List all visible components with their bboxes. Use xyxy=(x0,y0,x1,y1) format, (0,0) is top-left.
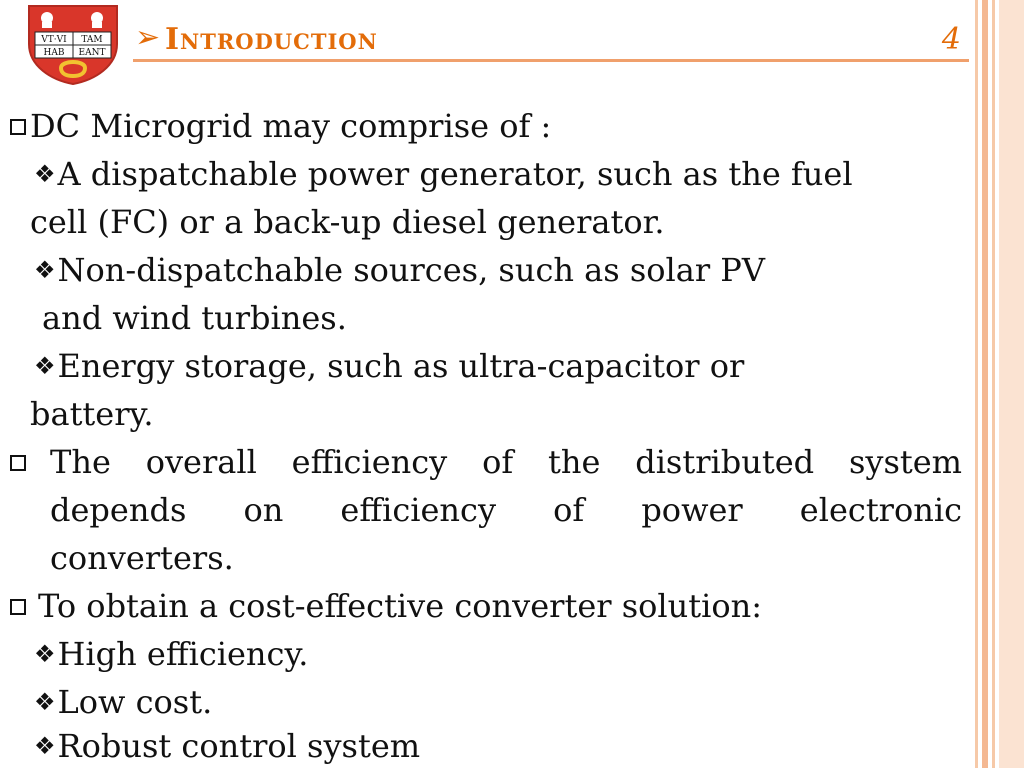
diamond-bullet-icon: ❖ xyxy=(34,732,56,760)
sub-bullet-item: ❖Low cost. xyxy=(34,683,213,721)
sub-bullet-item: ❖A dispatchable power generator, such as the fuel xyxy=(34,155,853,193)
text-line: battery. xyxy=(30,395,154,433)
diamond-bullet-icon: ❖ xyxy=(34,688,56,716)
diamond-bullet-icon: ❖ xyxy=(34,160,56,188)
right-border-stripe xyxy=(975,0,978,768)
university-logo xyxy=(25,4,121,86)
text-line: depends on efficiency of power electronic xyxy=(50,491,962,529)
text-line: and wind turbines. xyxy=(42,299,347,337)
right-border-stripe xyxy=(982,0,988,768)
slide-title-row xyxy=(133,14,969,62)
sub-bullet-item: ❖High efficiency. xyxy=(34,635,309,673)
sub-bullet-item: ❖Robust control system xyxy=(34,727,421,765)
square-bullet-icon xyxy=(10,455,26,471)
square-bullet-icon xyxy=(10,599,26,615)
title-underline xyxy=(133,59,969,62)
bullet-item xyxy=(10,438,30,486)
diamond-bullet-icon: ❖ xyxy=(34,640,56,668)
logo-text: TAM xyxy=(81,35,103,45)
text-line: The overall efficiency of the distributed system xyxy=(50,443,962,481)
bullet-item: DC Microgrid may comprise of : xyxy=(10,102,551,150)
logo-text: VT·VI xyxy=(41,35,67,45)
square-bullet-icon xyxy=(10,119,26,135)
logo-text: EANT xyxy=(78,48,106,58)
page-number: 4 xyxy=(941,22,961,57)
diamond-bullet-icon: ❖ xyxy=(34,256,56,284)
arrow-icon: ➢ xyxy=(135,20,161,55)
logo-text: HAB xyxy=(43,48,65,58)
text-line: cell (FC) or a back-up diesel generator. xyxy=(30,203,665,241)
right-border-stripe xyxy=(999,0,1024,768)
bullet-item: To obtain a cost-effective converter solution: xyxy=(10,582,762,630)
text-line: converters. xyxy=(50,539,234,577)
right-border-stripe xyxy=(992,0,995,768)
diamond-bullet-icon: ❖ xyxy=(34,352,56,380)
sub-bullet-item: ❖Non-dispatchable sources, such as solar PV xyxy=(34,251,765,289)
sub-bullet-item: ❖Energy storage, such as ultra-capacitor or xyxy=(34,347,745,385)
slide-title: Introduction xyxy=(165,22,378,57)
